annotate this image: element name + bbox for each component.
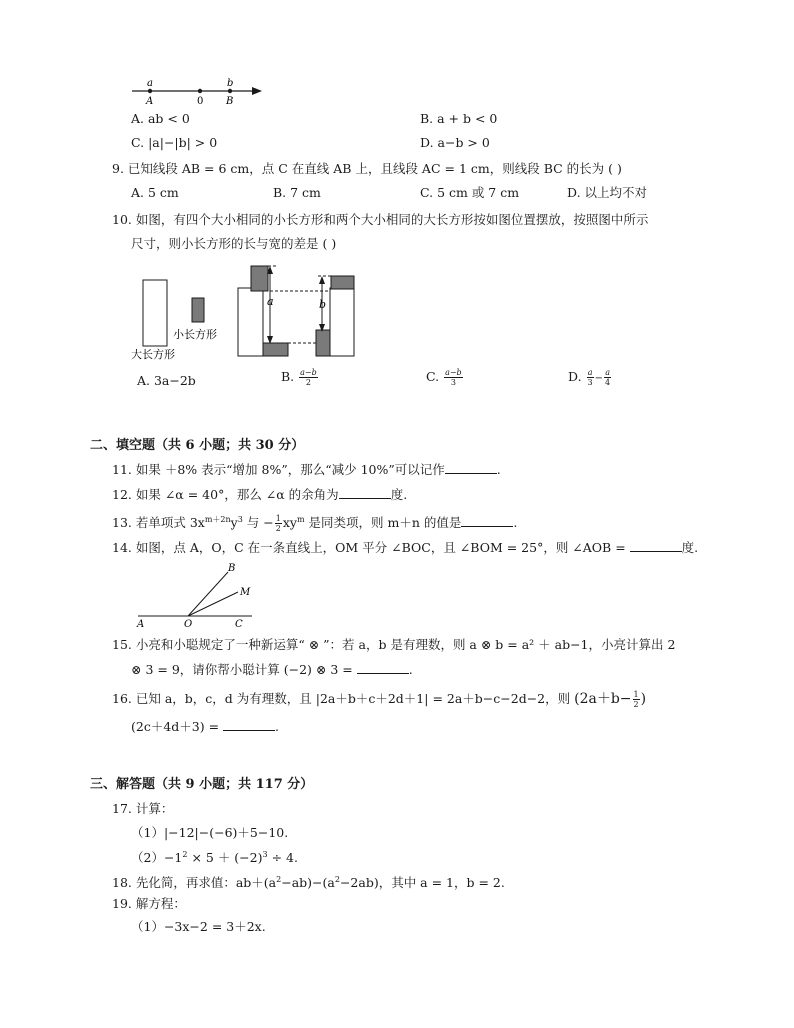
q17-stem: 17. 计算： bbox=[112, 801, 174, 816]
label-O: O bbox=[184, 619, 193, 628]
q16-line2-wrap bbox=[131, 718, 279, 736]
q9-stem: 9. 已知线段 AB = 6 cm，点 C 在直线 AB 上，且线段 AC = 1 cm，则线段 BC 的长为 ( ) bbox=[112, 161, 622, 176]
q13-exponent-1: m＋2n bbox=[204, 515, 231, 524]
q19-stem: 19. 解方程： bbox=[112, 896, 186, 911]
label-A: A bbox=[137, 619, 145, 628]
q17-part2-a: （2）−1 bbox=[131, 850, 183, 866]
q10-option-c-denominator: 3 bbox=[450, 378, 456, 387]
big-rectangle-sample bbox=[143, 280, 167, 346]
q12-text: 12. 如果 ∠α = 40°，那么 ∠α 的余角为 bbox=[112, 487, 339, 502]
q17-part2-c: ÷ 4. bbox=[267, 850, 298, 866]
point-0-dot bbox=[198, 89, 202, 93]
q10-option-c-numerator: a−b bbox=[445, 368, 462, 377]
q15-end: . bbox=[408, 662, 413, 677]
q13-part3: 与 − bbox=[242, 515, 274, 531]
small-rectangle-top-right bbox=[331, 276, 354, 289]
big-rectangle-left bbox=[238, 288, 263, 356]
q10-option-d-prefix: D. bbox=[568, 369, 582, 384]
label-dim-b: b bbox=[319, 298, 327, 311]
q10-reference-figure bbox=[128, 272, 228, 364]
q14 bbox=[112, 539, 698, 557]
q18-part-c: −2ab)，其中 a = 1，b = 2. bbox=[339, 875, 505, 891]
q18-exponent-1: 2 bbox=[276, 875, 282, 884]
q11-end: . bbox=[496, 462, 501, 477]
q8-option-d: D. a−b > 0 bbox=[420, 135, 490, 150]
q16-line2: (2c＋4d＋3) = bbox=[131, 719, 220, 734]
q10-option-c-prefix: C. bbox=[426, 369, 440, 384]
q10-option-d-fraction-2 bbox=[604, 368, 611, 387]
q10-option-b-fraction bbox=[299, 368, 318, 387]
small-rectangle-bottom-right bbox=[316, 330, 330, 356]
q16-end: . bbox=[275, 719, 280, 734]
q11 bbox=[112, 461, 501, 479]
q10-option-d-fraction-1 bbox=[587, 368, 594, 387]
q13-part2: y bbox=[230, 515, 238, 531]
label-B: B bbox=[226, 96, 234, 107]
q18-exponent-2: 2 bbox=[334, 875, 340, 884]
q10-stem-line2: 尺寸，则小长方形的长与宽的差是 ( ) bbox=[131, 236, 337, 251]
label-A: A bbox=[146, 96, 154, 107]
label-a: a bbox=[147, 78, 153, 89]
q16-fraction-denominator: 2 bbox=[633, 700, 639, 709]
q10-option-d-numerator-2: a bbox=[605, 368, 610, 377]
q13-exponent-2: 3 bbox=[237, 515, 243, 524]
q18 bbox=[112, 871, 505, 892]
q10-option-d bbox=[568, 368, 612, 388]
q16-paren-right: ) bbox=[640, 691, 647, 707]
q15-line2-wrap bbox=[131, 661, 413, 679]
point-b-dot bbox=[228, 89, 232, 93]
q13-exponent-3: m bbox=[296, 515, 305, 524]
q13-part1: 13. 若单项式 3x bbox=[112, 515, 205, 531]
label-C: C bbox=[235, 619, 243, 628]
q15-answer-blank[interactable] bbox=[357, 673, 409, 674]
q12 bbox=[112, 486, 407, 504]
q9-option-c: C. 5 cm 或 7 cm bbox=[420, 185, 520, 200]
point-a-dot bbox=[148, 89, 152, 93]
number-line-arrow bbox=[252, 87, 262, 95]
q8-option-a: A. ab < 0 bbox=[131, 111, 190, 126]
q14-text: 14. 如图，点 A，O，C 在一条直线上，OM 平分 ∠BOC，且 ∠BOM = 25°，则 ∠AOB = bbox=[112, 540, 626, 555]
q10-option-b bbox=[281, 368, 319, 387]
q10-option-d-numerator-1: a bbox=[587, 368, 593, 377]
q16-fraction-numerator: 1 bbox=[633, 690, 639, 699]
q13-fraction-numerator: 1 bbox=[275, 514, 281, 524]
q8-option-b: B. a + b < 0 bbox=[420, 111, 498, 126]
q10-option-d-minus: − bbox=[594, 373, 604, 384]
label-b: b bbox=[227, 78, 234, 89]
q15-line1: 15. 小亮和小聪规定了一种新运算“ ⊗ ”：若 a，b 是有理数，则 a ⊗ b = a² ＋ ab−1，小亮计算出 2 bbox=[112, 637, 676, 652]
q16-fraction bbox=[633, 690, 640, 709]
label-dim-a: a bbox=[267, 295, 274, 308]
q10-option-c bbox=[426, 368, 464, 387]
q12-end: 度. bbox=[390, 487, 408, 502]
q14-answer-blank[interactable] bbox=[630, 551, 682, 552]
q10-option-b-denominator: 2 bbox=[305, 378, 311, 387]
q16-answer-blank[interactable] bbox=[223, 730, 275, 731]
q10-option-d-denominator-1: 3 bbox=[587, 378, 593, 387]
small-rectangle-bottom-left bbox=[263, 343, 288, 356]
q10-main-figure bbox=[230, 260, 360, 360]
section-3-title: 三、解答题（共 9 小题；共 117 分） bbox=[90, 777, 314, 792]
q10-option-a: A. 3a−2b bbox=[137, 373, 196, 388]
label-0: 0 bbox=[197, 96, 204, 107]
label-M: M bbox=[240, 587, 251, 598]
q10-option-b-prefix: B. bbox=[281, 369, 295, 384]
label-big-rectangle: 大长方形 bbox=[131, 348, 175, 361]
q14-angle-figure bbox=[130, 560, 265, 628]
q13-end: . bbox=[513, 515, 518, 531]
q14-end: 度. bbox=[681, 540, 699, 555]
q13-part5: 是同类项，则 m＋n 的值是 bbox=[304, 515, 462, 531]
q10-option-d-denominator-2: 4 bbox=[605, 378, 611, 387]
ray-OB bbox=[188, 572, 228, 616]
q18-part-b: −ab)−(a bbox=[281, 875, 335, 891]
q10-option-c-fraction bbox=[444, 368, 463, 387]
q16-paren-left: (2a＋b− bbox=[574, 691, 632, 707]
q13-answer-blank[interactable] bbox=[461, 526, 513, 527]
section-2-title: 二、填空题（共 6 小题；共 30 分） bbox=[90, 438, 305, 453]
number-line-figure bbox=[128, 74, 268, 108]
q17-part2-exponent-1: 2 bbox=[182, 850, 188, 859]
q16-line1-wrap bbox=[112, 690, 646, 709]
q13-fraction-denominator: 2 bbox=[275, 524, 281, 534]
q10-option-b-numerator: a−b bbox=[300, 368, 317, 377]
ray-OM bbox=[188, 592, 238, 616]
q13 bbox=[112, 511, 517, 533]
q9-option-a: A. 5 cm bbox=[131, 185, 179, 200]
q10-stem-line1: 10. 如图，有四个大小相同的小长方形和两个大小相同的大长方形按如图位置摆放，按照图中所示 bbox=[112, 212, 649, 227]
q13-fraction bbox=[275, 514, 282, 533]
small-rectangle-sample bbox=[192, 298, 204, 322]
q17-part1: （1）|−12|−(−6)＋5−10. bbox=[131, 825, 289, 840]
q11-text: 11. 如果 ＋8% 表示“增加 8%”，那么“减少 10%”可以记作 bbox=[112, 462, 445, 477]
q17-part2-exponent-2: 3 bbox=[262, 850, 268, 859]
q8-option-c: C. |a|−|b| > 0 bbox=[131, 135, 218, 150]
big-rectangle-right bbox=[330, 288, 354, 356]
arrow-b-up bbox=[319, 276, 325, 284]
q19-part1: （1）−3x−2 = 3＋2x. bbox=[131, 919, 266, 934]
q15-line2: ⊗ 3 = 9，请你帮小聪计算 (−2) ⊗ 3 = bbox=[131, 662, 353, 677]
label-small-rectangle: 小长方形 bbox=[173, 328, 217, 341]
q12-answer-blank[interactable] bbox=[339, 498, 391, 499]
q11-answer-blank[interactable] bbox=[445, 473, 497, 474]
q13-part4: xy bbox=[282, 515, 297, 531]
label-B: B bbox=[228, 563, 236, 574]
q17-part2 bbox=[131, 846, 298, 867]
q18-part-a: 18. 先化简，再求值：ab＋(a bbox=[112, 875, 277, 891]
q16-line1: 16. 已知 a，b，c，d 为有理数，且 |2a＋b＋c＋2d＋1| = 2a＋b−c−2d−2，则 bbox=[112, 691, 571, 706]
q9-option-d: D. 以上均不对 bbox=[567, 185, 648, 200]
q17-part2-b: × 5 ＋ (−2) bbox=[187, 850, 263, 866]
small-rectangle-top-left bbox=[251, 266, 268, 291]
q9-option-b: B. 7 cm bbox=[273, 185, 321, 200]
